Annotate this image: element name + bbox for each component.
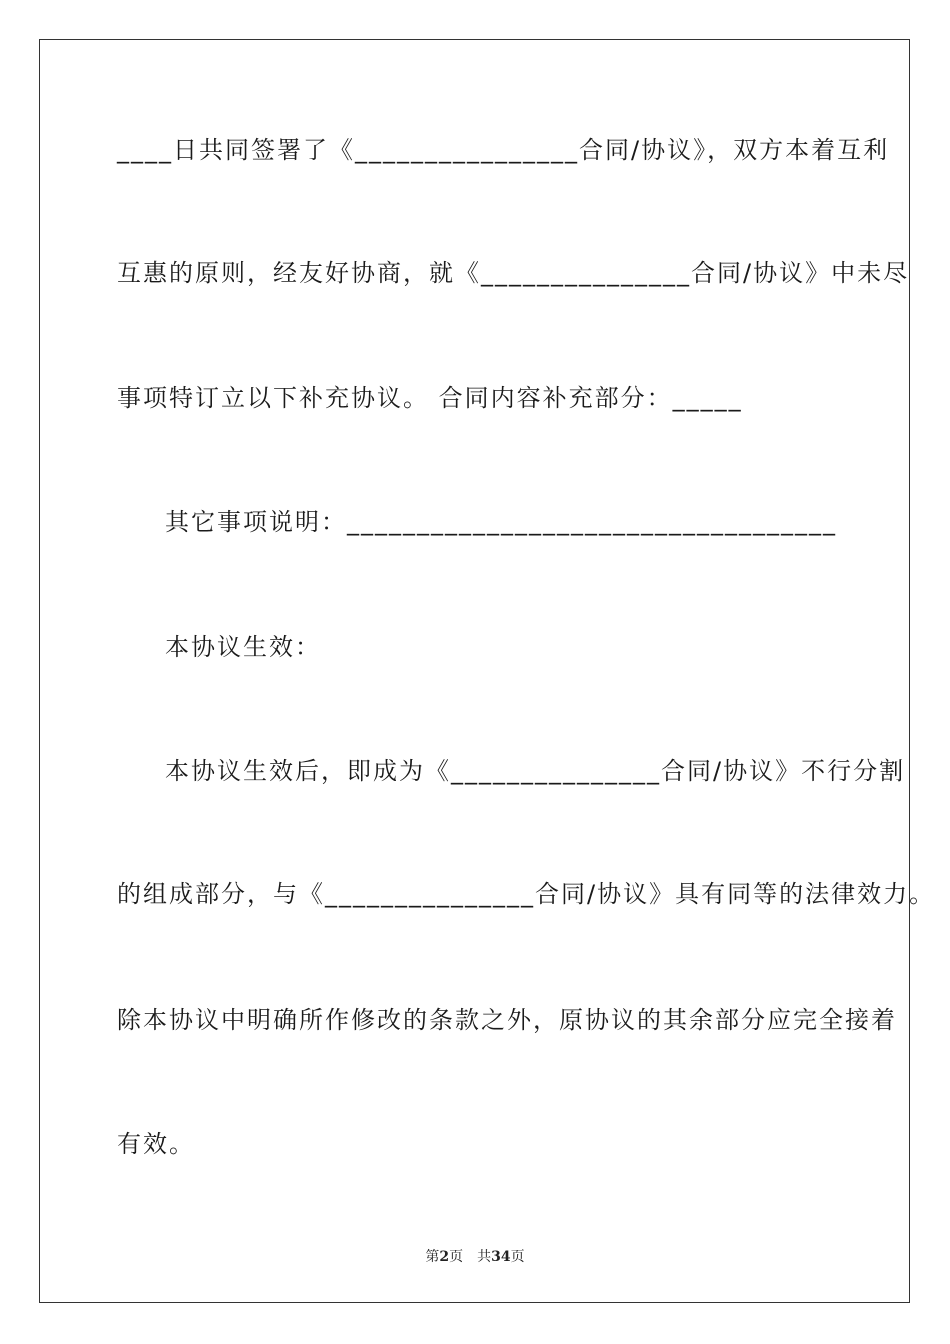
paragraph-line-8: 除本协议中明确所作修改的条款之外，原协议的其余部分应完全接着 bbox=[117, 1006, 897, 1034]
footer-total-pages: 34 bbox=[491, 1249, 511, 1265]
footer-page-number: 2 bbox=[439, 1249, 450, 1265]
paragraph-line-3: 事项特订立以下补充协议。 合同内容补充部分：_____ bbox=[117, 384, 743, 412]
paragraph-line-4: 其它事项说明：___________________________________ bbox=[165, 508, 837, 536]
page-frame bbox=[39, 39, 910, 1303]
footer-total-suffix: 页 bbox=[510, 1249, 525, 1265]
paragraph-line-5: 本协议生效： bbox=[165, 633, 321, 661]
paragraph-line-1: ____日共同签署了《________________合同/协议》，双方本着互利 bbox=[117, 136, 890, 164]
paragraph-line-2: 互惠的原则，经友好协商，就《_______________合同/协议》中未尽 bbox=[117, 259, 910, 287]
footer-total-prefix: 共 bbox=[477, 1249, 492, 1265]
footer-page-prefix: 第 bbox=[425, 1249, 440, 1265]
paragraph-line-9: 有效。 bbox=[117, 1130, 195, 1158]
footer-page-suffix: 页 bbox=[449, 1249, 464, 1265]
paragraph-line-6: 本协议生效后，即成为《_______________合同/协议》不行分割 bbox=[165, 757, 906, 785]
paragraph-line-7: 的组成部分，与《_______________合同/协议》具有同等的法律效力。 bbox=[117, 880, 936, 908]
page-footer bbox=[0, 1248, 950, 1266]
